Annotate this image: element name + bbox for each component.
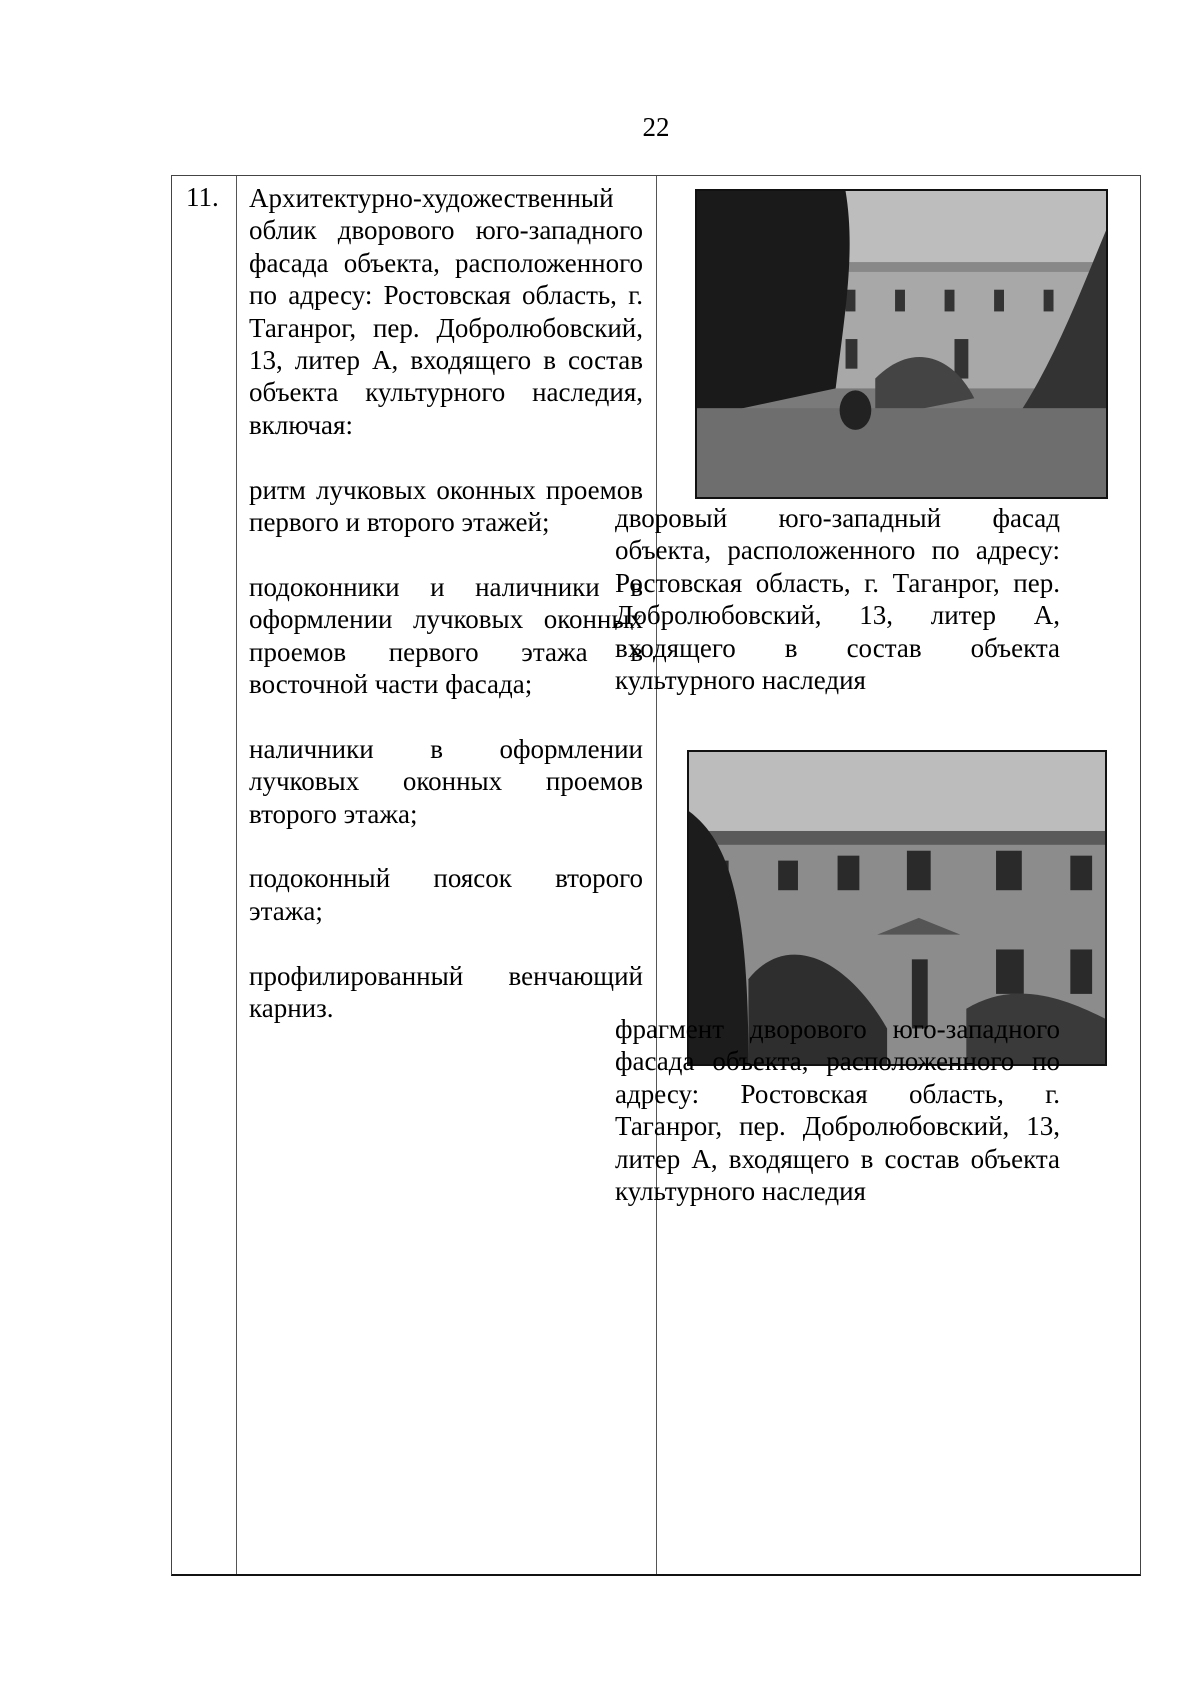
feature-item: профилированный венчающий карниз. (249, 960, 643, 1024)
photo-2-caption-cell (615, 1013, 1060, 1240)
page-number: 22 (642, 112, 670, 142)
feature-item: подоконники и наличники в оформлении лучковых оконных проемов первого этажа в восточной части фасада; (249, 571, 643, 700)
feature-item: подоконный поясок второго этажа; (249, 863, 643, 926)
feature-item: наличники в оформлении лучковых оконных проемов второго этажа; (249, 733, 643, 829)
facade-photo-1 (695, 189, 1108, 499)
column-divider (656, 176, 657, 1574)
feature-item: ритм лучковых оконных проемов первого и второго этажей; (249, 474, 643, 538)
photo-caption: дворовый юго-западный фасад объекта, расположенного по адресу: Ростовская область, г. Таганрог, пер. Добролюбовский, 13, литер А, входящего в состав объекта культурного наследия (615, 503, 1060, 696)
photo-caption: фрагмент дворового юго-западного фасада объекта, расположенного по адресу: Ростовская область, г. Таганрог, пер. Добролюбовский, 13, литер А, входящего в состав объекта культурного наследия (615, 1014, 1060, 1207)
column-divider (236, 176, 237, 1574)
row-number: 11. (186, 182, 219, 212)
description-cell (249, 182, 643, 1057)
photo-1-caption-cell (615, 502, 1060, 729)
description-intro: Архитектурно-художественный облик дворового юго-западного фасада объекта, расположенного по адресу: Ростовская область, г. Таганрог, пер. Добролюбовский, 13, литер А, входящего в состав объекта культурного наследия, включая: (249, 183, 643, 440)
heritage-table (171, 175, 1141, 1576)
